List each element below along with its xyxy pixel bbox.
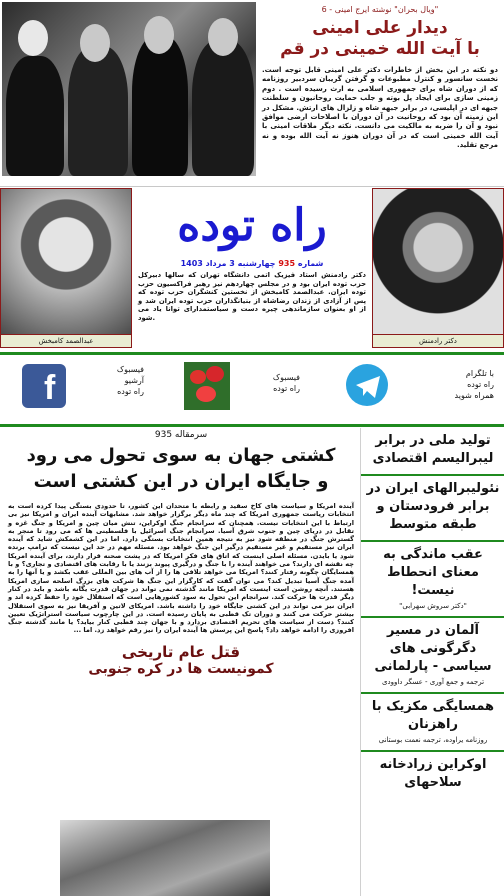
facebook-text[interactable]: فیسبوک راه توده bbox=[272, 373, 300, 393]
editorial-label: سرمقاله 935 bbox=[154, 430, 208, 440]
sidebar-item[interactable]: آلمان در مسیر دگرگونی های سیاسی - پارلمانی ترجمه و جمع آوری - عسگر داوودی bbox=[361, 618, 504, 694]
telegram-text[interactable]: با تلگرام راه توده همراه شوید bbox=[454, 369, 494, 400]
divider bbox=[0, 352, 504, 355]
article-body: آینده امریکا و سیاست های کاخ سفید و رابطه با متحدان این کشور، تا حدودی بستگی پیدا کرده است به انتخابات ریاست جمهوری امریکا که چند ماه دیگر برگزار خواهد شد. مشابهات آینده ایران و امریکا نیز بی ارتباط با این انتخابات نیست. همچنان که سرانجام جنگ اوکراین، تنش میان چین و امریکا و جنگ غزه و تقابل در دریای چین و جنوب شرق آسیا. سرانجام جنگ اسرائیل با فلسطینی ها که می رود تا منجر به گسترش جنگ در منطقه شود نیز به نتیجه همین انتخابات بستگی دارد. اما در این کشمکش شاید که آینده ایران نیز مستقیم و غیر مستقیم درگیر این جنگ خواهد بود. مسئله مهم در حد این نیست که ترامپ برنده شود یا بایدن. مسئله اصلی اینست که اتاق های فکر امریکا که در پشت صحنه قرار دارند، برای آینده امریکا چه نقشه ای دارند؟ می خواهند آینده را با جنگ و درگیری پیوند بزنند یا با رقابت های اقتصادی و تجاری؟ و با همسایگان چگونه رفتار کنند؟ امریکا می خواهد تلافی ها را از آب های بین المللی عقب بکشد و یا آنها را به آمده جنگ آسیا تبدیل کند؟ می توان گفت که کارگزار این جنگ ها شرکت های بزرگ اسلحه سازی امریکا هستند. آنچه روشن است اینست که امریکا مانند گذشته نمی تواند در جهان قدرت یگانه باشد و باید در کنار دیگر قدرت ها حرکت کند. سرانجام این تحول به سود کشورهایی است که استقلال خود را حفظ کرده اند و ایران نیز می تواند در این کشتی جایگاه خود را داشته باشد. امریکای لاتین و آفریقا نیز به سوی استقلال بیشتر حرکت می کنند و دوران تک قطبی به پایان رسیده است. در این چارچوب سیاست استراتژیک تعیین کنند؟ دست از سیاست های تحریم اقتصادی بردارد و با جهان چند قطبی کنار بیاید؟ یا مانند گذشته جنگ افروزی را ادامه خواهد داد؟ پاسخ این پرسش ها آینده ایران را نیز رقم خواهد زد. اما ... bbox=[8, 502, 354, 635]
portrait-photo bbox=[373, 189, 503, 335]
site-logo[interactable] bbox=[134, 200, 370, 251]
portrait-caption: عبدالصمد کامبخش bbox=[1, 334, 131, 347]
masthead bbox=[134, 188, 370, 348]
portrait-caption: دکتر رادمنش bbox=[373, 334, 503, 347]
facebook-archive-text[interactable]: فیسبوک آرشیو راه توده bbox=[116, 365, 144, 396]
sidebar-item[interactable]: تولید ملی در برابر لیبرالیسم اقتصادی bbox=[361, 428, 504, 476]
telegram-icon[interactable] bbox=[340, 358, 396, 416]
social-row bbox=[0, 358, 504, 422]
roses-image[interactable] bbox=[184, 358, 232, 416]
divider bbox=[0, 424, 504, 427]
top-article bbox=[0, 0, 504, 186]
sidebar bbox=[360, 428, 504, 896]
headline-line2[interactable]: و جایگاه ایران در این کشتی است bbox=[33, 471, 329, 492]
portrait-radmanesh[interactable] bbox=[372, 188, 504, 348]
portrait-photo bbox=[1, 189, 131, 335]
facebook-icon[interactable]: f bbox=[22, 358, 70, 416]
masthead-intro: دکتر رادمنش استاد فیزیک اتمی دانشگاه تهران که سالها دبیرکل حزب توده ایران بود و در مجلس چهاردهم نیز رهبر فراکسیون حزب توده ایران. عبدالصمد کامبخش از نخستین کنشگران حزب توده که پس از آزادی از زندان رضاشاه از بنیانگذاران حزب توده ایران شد و از او بعنوان سازماندهی چیره دست و سیاستمدارای توانا یاد می شود. bbox=[138, 271, 366, 322]
subheadline-line2[interactable]: کمونیست ها در کره جنوبی bbox=[88, 660, 274, 677]
portrait-kambakhsh[interactable] bbox=[0, 188, 132, 348]
sidebar-item[interactable]: همسایگی مکزیک با راهزنان روزنامه یراوده، ترجمه نعمت بوستانی bbox=[361, 694, 504, 752]
issue-date: چهارشنبه 3 مرداد 1403 bbox=[180, 259, 276, 268]
article-title-line2[interactable]: با آیت الله خمینی در قم bbox=[280, 39, 480, 59]
top-article-photo[interactable] bbox=[2, 2, 256, 176]
subheadline-line1[interactable]: قتل عام تاریخی bbox=[121, 642, 241, 661]
issue-info bbox=[134, 259, 370, 268]
sidebar-item[interactable]: اوکراین زرادخانه سلاحهای bbox=[379, 757, 487, 790]
issue-label: شماره bbox=[297, 259, 324, 268]
headline-line1[interactable]: کشتی جهان به سوی تحول می رود bbox=[26, 445, 336, 466]
top-article-body: دو نکته در این بخش از خاطرات دکتر علی امینی قابل توجه است. نخست سانسور و کنترل مطبوعات و گرفتن گریبان سردبیر روزنامه که از دوران شاه برای جمهوری اسلامی به ارث رسیده است . دوم زمینی سازی برای ایجاد پل بوته و جلب حمایت روحانیون و سلطنت جبهه ای در اپلیسی، در برابر جبهه شاه و زلزال های ارتش. مشکل در این زمینه آن بود که روحانیت در آن دوران با اصلاحات ارضی موافق نبود و آن را ضربه به مالکیت می دانست. نکته دیگر ملاقات امینی با آیت الله خمینی است که در آن دوران هنوز نه آیت الله بوده و نه مرجع تقلید. bbox=[262, 66, 498, 150]
article-title-line1[interactable]: دیدار علی امینی bbox=[312, 18, 448, 38]
sidebar-item[interactable]: نئولیبرالهای ایران در برابر فرودستان و طبقه متوسط bbox=[361, 476, 504, 542]
series-label: "ویال بحران" نوشته ایرج امینی - 6 bbox=[321, 5, 439, 14]
massacre-photo[interactable] bbox=[60, 820, 270, 896]
issue-number: 935 bbox=[278, 259, 296, 268]
top-article-text bbox=[258, 2, 502, 182]
sidebar-item[interactable]: عقب ماندگی به معنای انحطاط نیست! "دکتر سروش سهرابی" bbox=[361, 542, 504, 618]
logo-text: راه توده bbox=[177, 200, 327, 251]
